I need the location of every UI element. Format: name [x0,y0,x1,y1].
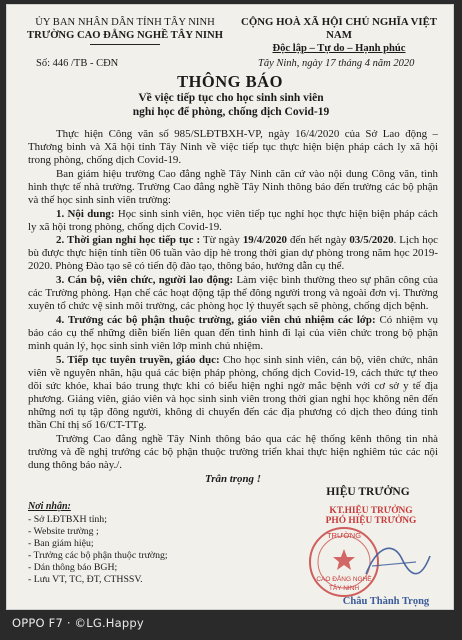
section-4-heading: 4. Trưởng các bộ phận thuộc trường, giáo viên chủ nhiệm các lớp: [56,313,376,326]
section-4 [28,314,438,353]
subtitle-line-2: nghỉ học để phòng, chống dịch Covid-19 [132,106,330,118]
section-1 [28,208,438,234]
section-5-text: Cho học sinh sinh viên, cán bộ, viên chức, nhân viên về nguyên nhân, hậu quả các biện pháp phòng, chống dịch Covid-19, cách thức tự theo dõi sức khỏe, khai báo trung thực khi có biểu hiện nghi ngờ mắc bệnh với cơ sở y tế địa phương. Giảng viên, giáo viên và học sinh sinh viên trong thời gian nghỉ học không nên đến những nơi tụ tập đông người, không di chuyển đến các địa phương có dịch theo đúng tinh thần Chỉ thị số 16/CT-TTg. [28,353,438,432]
recipient-item: - Trưởng các bộ phận thuộc trường; [28,550,168,561]
document-date: Tây Ninh, ngày 17 tháng 4 năm 2020 [258,58,415,69]
document-page [6,4,454,610]
section-3-text: Làm việc bình thường theo sự phân công của các Trường phòng. Hạn chế các hoạt động tập thể đông người trong và ngoài đơn vị. Thường xuyên tổ chức vệ sinh môi trường, các phòng học lý thuyết sạch sẽ phòng, chống dịch bệnh. [28,274,438,313]
recipient-item: - Sở LĐTBXH tỉnh; [28,514,107,525]
issuer-org: ỦY BAN NHÂN DÂN TỈNH TÂY NINH [35,17,215,28]
signature-block [306,504,436,599]
camera-watermark: OPPO F7 · ©LG.Happy [12,616,144,630]
subtitle-line-1: Về việc tiếp tục cho học sinh sinh viên [138,92,324,104]
section-3 [28,274,438,313]
stamp-authority [306,506,436,526]
paragraph-closing: Trường Cao đẳng nghề Tây Ninh thông báo qua các hệ thống kênh thông tin nhà trường và đề nghị trưởng các bộ phận thuộc trường triển khai thực hiện nghiêm túc các nội dung thông báo này./. [28,432,438,471]
paragraph-basis: Thực hiện Công văn số 985/SLĐTBXH-VP, ngày 16/4/2020 của Sở Lao động – Thương binh và Xã hội tỉnh Tây Ninh về việc tiếp tục thực hiện biện pháp cách ly xã hội trong phòng, chống dịch Covid-19. [28,128,438,167]
recipient-item: - Ban giám hiệu; [28,538,94,549]
section-4-text: Có nhiệm vụ báo cáo cụ thể những diễn biến liên quan đến tình hình đi lại của viên chức trong bộ phận mình quản lý, học sinh sinh viên lớp mình chủ nhiệm. [28,313,438,352]
section-2-to-date: 03/5/2020 [349,234,394,247]
seal-text-mid: CAO ĐẲNG NGHỀ [316,576,372,583]
section-2-text-b: đến hết ngày [287,234,350,247]
section-2-heading: 2. Thời gian nghỉ học tiếp tục : [56,234,201,247]
signature-title: HIỆU TRƯỞNG [326,486,410,498]
document-title: THÔNG BÁO [177,72,283,91]
issuer-underline [90,44,160,45]
section-1-heading: 1. Nội dung: [56,207,115,220]
stamp-authority-line-1: KT.HIỆU TRƯỞNG [329,506,413,516]
national-motto: Độc lập – Tự do – Hạnh phúc [272,43,406,54]
recipients-title: Nơi nhận: [28,501,71,512]
recipients-list [28,514,168,586]
recipient-item: - Lưu VT, TC, ĐT, CTHSSV. [28,574,143,585]
signer-name: Châu Thành Trọng [342,596,430,607]
section-2-text-c: . Lịch học bù được thực hiện tính tiền 06 tuần vào dịp hè trong thời gian dự phòng trong năm học 2019-2020. Phòng Đào tạo sẽ có tiến độ đào tạo, thông báo, hướng dẫn cụ thể. [28,234,438,273]
seal-text-top: TRƯỜNG [326,531,362,540]
section-2-text-a: Từ ngày [200,234,243,247]
national-header [228,16,450,55]
section-5 [28,354,438,433]
section-1-text: Học sinh sinh viên, học viên tiếp tục nghỉ học thực hiện biện pháp cách ly xã hội trong phòng, chống dịch Covid-19. [28,207,438,233]
section-3-heading: 3. Cán bộ, viên chức, người lao động: [56,274,234,287]
recipient-item: - Dán thông báo BGH; [28,562,118,573]
document-body [28,128,438,487]
document-number: Số: 446 /TB - CĐN [36,58,119,69]
paragraph-intro: Ban giám hiệu trường Cao đẳng nghề Tây Ninh căn cứ vào nội dung Công văn, tình hình thực tế nhà trường. Trường Cao đẳng nghề Tây Ninh thông báo đến trường các bộ phận và thể học sinh sinh viên trường: [28,167,438,206]
recipient-item: - Website trường ; [28,526,99,537]
document-subtitle [66,91,396,119]
greeting: Trân trọng ! [205,472,261,485]
issuer-school: TRƯỜNG CAO ĐẲNG NGHỀ TÂY NINH [27,30,223,41]
seal-text-bottom: TÂY NINH [328,585,360,592]
section-2 [28,234,438,273]
national-title: CỘNG HOÀ XÃ HỘI CHỦ NGHĨA VIỆT NAM [241,16,437,41]
section-5-heading: 5. Tiếp tục tuyên truyền, giáo dục: [56,353,220,366]
section-2-from-date: 19/4/2020 [242,234,287,247]
stamp-authority-line-2: PHÓ HIỆU TRƯỞNG [325,516,417,526]
issuer-header [20,16,230,45]
